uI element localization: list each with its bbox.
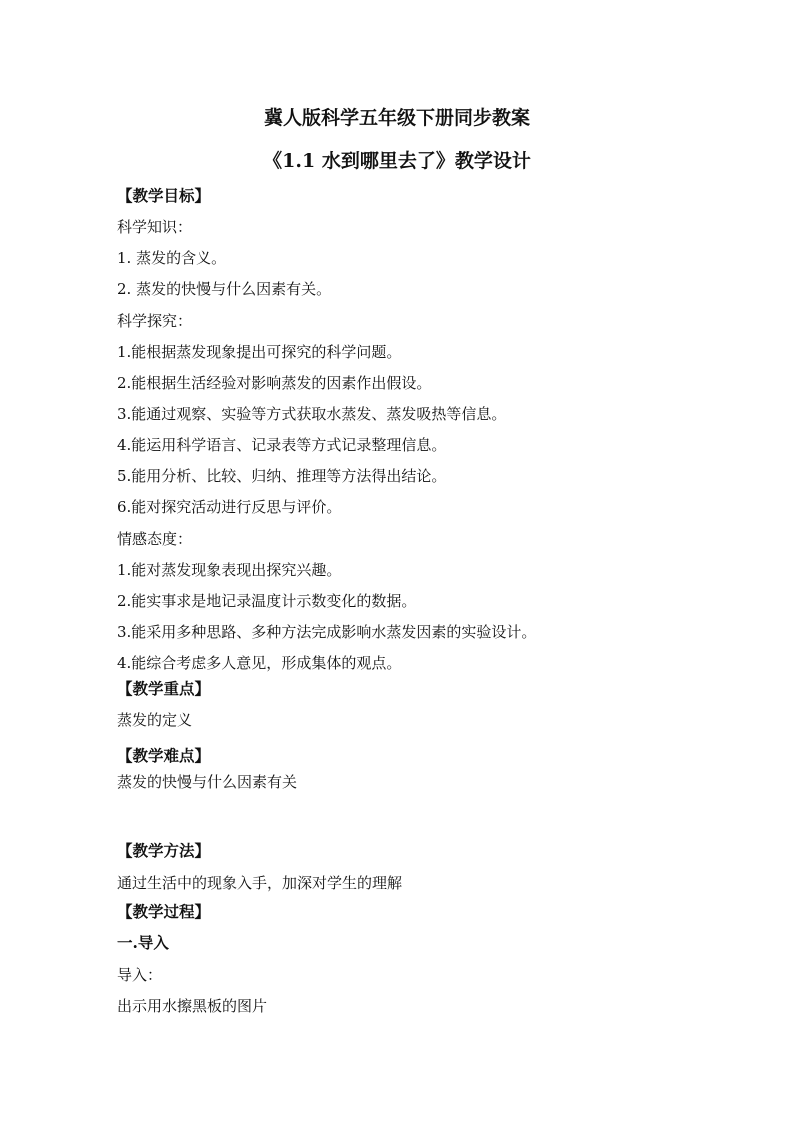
inquiry-item: 3.能通过观察、实验等方式获取水蒸发、蒸发吸热等信息。	[117, 405, 507, 423]
attitude-label: 情感态度：	[117, 530, 193, 548]
method-heading: 【教学方法】	[117, 841, 211, 860]
process-step-heading: 一.导入	[117, 933, 169, 952]
process-step-text: 出示用水擦黑板的图片	[117, 997, 268, 1015]
knowledge-label: 科学知识：	[117, 218, 193, 236]
difficulty-text: 蒸发的快慢与什么因素有关	[117, 773, 298, 791]
method-text: 通过生活中的现象入手，加深对学生的理解	[117, 874, 403, 892]
key-point-text: 蒸发的定义	[117, 711, 193, 729]
inquiry-item: 2.能根据生活经验对影响蒸发的因素作出假设。	[117, 374, 432, 392]
inquiry-item: 5.能用分析、比较、归纳、推理等方法得出结论。	[117, 467, 447, 485]
attitude-item: 4.能综合考虑多人意见，形成集体的观点。	[117, 654, 402, 672]
document-title: 冀人版科学五年级下册同步教案	[263, 107, 530, 129]
objectives-heading: 【教学目标】	[117, 186, 211, 205]
knowledge-item: 2. 蒸发的快慢与什么因素有关。	[117, 280, 332, 298]
inquiry-item: 6.能对探究活动进行反思与评价。	[117, 498, 342, 516]
attitude-item: 3.能采用多种思路、多种方法完成影响水蒸发因素的实验设计。	[117, 623, 537, 641]
attitude-item: 1.能对蒸发现象表现出探究兴趣。	[117, 561, 342, 579]
process-heading: 【教学过程】	[117, 902, 211, 921]
knowledge-item: 1. 蒸发的含义。	[117, 249, 227, 267]
difficulty-heading: 【教学难点】	[117, 746, 211, 765]
key-point-heading: 【教学重点】	[117, 679, 211, 698]
process-step-label: 导入：	[117, 966, 163, 984]
attitude-item: 2.能实事求是地记录温度计示数变化的数据。	[117, 592, 417, 610]
inquiry-label: 科学探究：	[117, 312, 193, 330]
inquiry-item: 4.能运用科学语言、记录表等方式记录整理信息。	[117, 436, 447, 454]
document-subtitle: 《1.1 水到哪里去了》教学设计	[263, 150, 531, 172]
inquiry-item: 1.能根据蒸发现象提出可探究的科学问题。	[117, 343, 402, 361]
